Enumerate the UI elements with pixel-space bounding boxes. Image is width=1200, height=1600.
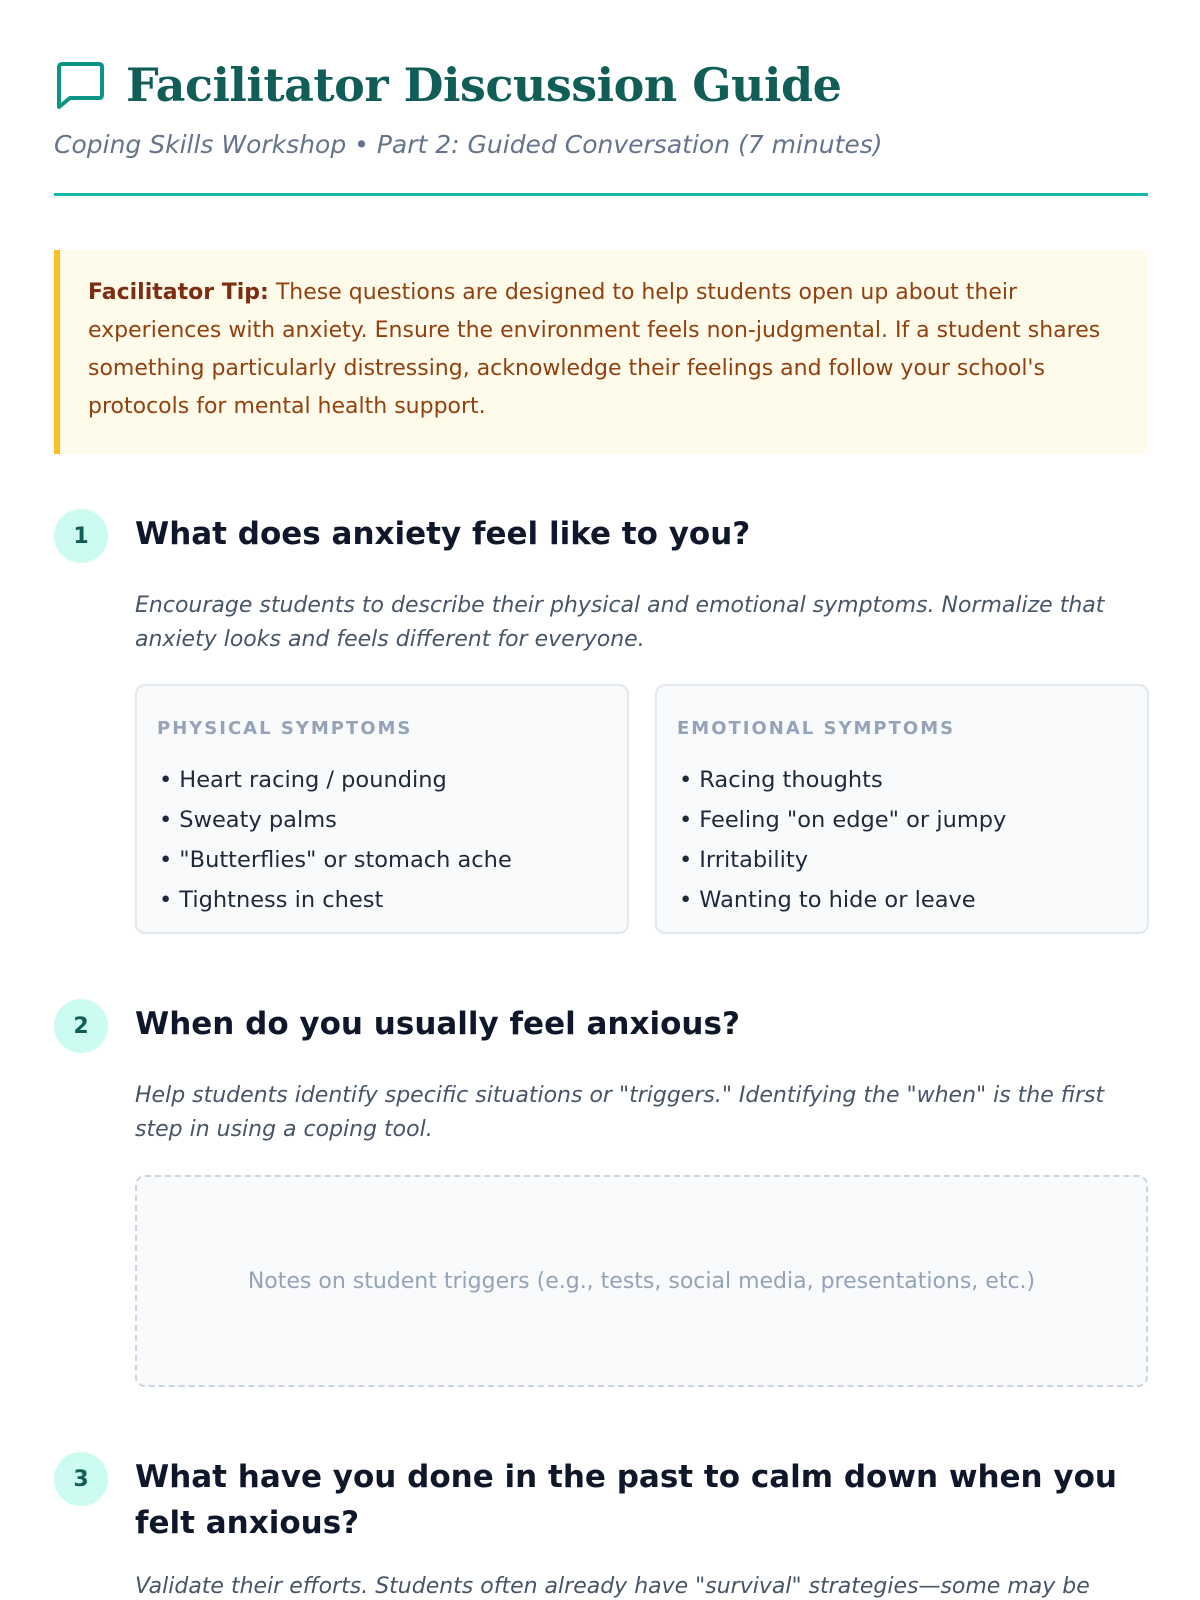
- emotional-symptoms-list: [679, 760, 1006, 920]
- tip-label: Facilitator Tip:: [88, 280, 269, 305]
- list-item: • Tightness in chest: [159, 880, 512, 920]
- question-number-badge: 1: [54, 509, 108, 563]
- question-title: What does anxiety feel like to you?: [135, 516, 751, 552]
- list-item: • Racing thoughts: [679, 760, 1006, 800]
- question-number-badge: 2: [54, 999, 108, 1053]
- list-item: • "Butterflies" or stomach ache: [159, 840, 512, 880]
- header-divider: [54, 193, 1148, 196]
- header: [54, 52, 1148, 159]
- physical-symptoms-card: [135, 684, 629, 934]
- question-hint: Help students identify specific situations or "triggers." Identifying the "when" is the first step in using a coping tool.: [135, 1083, 1105, 1142]
- emotional-symptoms-heading: EMOTIONAL SYMPTOMS: [677, 718, 956, 739]
- question-number-badge: 3: [54, 1452, 108, 1506]
- title-row: [54, 52, 1148, 118]
- list-item: • Heart racing / pounding: [159, 760, 512, 800]
- chat-bubble-icon: [54, 59, 106, 111]
- emotional-symptoms-card: [655, 684, 1149, 934]
- tip-text: These questions are designed to help students open up about their experiences with anxiety. Ensure the environment feels non-judgmental. If a student shares something particularly distressing, acknowledge their feelings and follow your school's protocols for mental health support.: [88, 280, 1101, 419]
- page-title: Facilitator Discussion Guide: [126, 58, 842, 112]
- question-hint: Validate their efforts. Students often already have "survival" strategies—some may be: [135, 1574, 1090, 1599]
- physical-symptoms-list: [159, 760, 512, 920]
- list-item: • Feeling "on edge" or jumpy: [679, 800, 1006, 840]
- question-title: When do you usually feel anxious?: [135, 1006, 740, 1042]
- list-item: • Wanting to hide or leave: [679, 880, 1006, 920]
- question-title: What have you done in the past to calm down when you felt anxious?: [135, 1459, 1117, 1541]
- list-item: • Sweaty palms: [159, 800, 512, 840]
- physical-symptoms-heading: PHYSICAL SYMPTOMS: [157, 718, 413, 739]
- trigger-notes-area[interactable]: Notes on student triggers (e.g., tests, social media, presentations, etc.): [135, 1175, 1148, 1387]
- list-item: • Irritability: [679, 840, 1006, 880]
- page-subtitle: Coping Skills Workshop • Part 2: Guided Conversation (7 minutes): [54, 130, 883, 159]
- facilitator-tip-callout: [54, 250, 1148, 454]
- question-hint: Encourage students to describe their physical and emotional symptoms. Normalize that anxiety looks and feels different for everyone.: [135, 593, 1105, 652]
